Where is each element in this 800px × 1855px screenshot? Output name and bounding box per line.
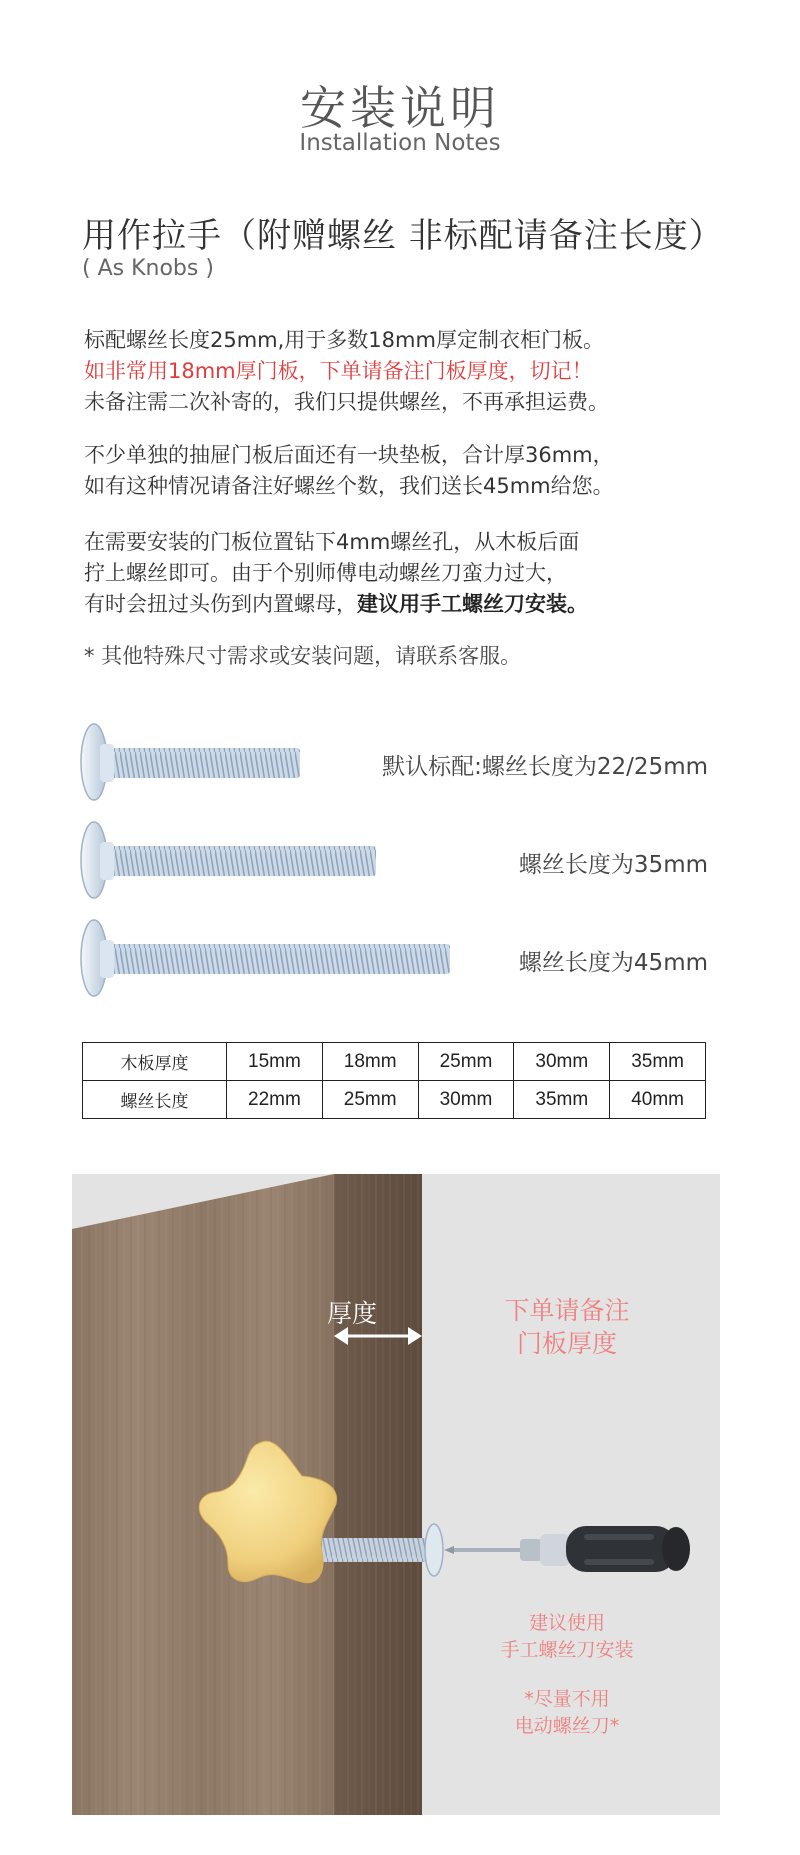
note-line: 手工螺丝刀安装	[500, 1639, 634, 1661]
table-cell: 30mm	[514, 1043, 610, 1081]
table-row	[83, 1043, 706, 1081]
electric-screwdriver-warning	[462, 1686, 672, 1740]
paragraph-line: 在需要安装的门板位置钻下4mm螺丝孔，从木板后面	[84, 530, 580, 554]
table-cell: 15mm	[227, 1043, 323, 1081]
screwdriver-tip	[462, 1610, 672, 1664]
recommendation-text: 建议用手工螺丝刀安装。	[357, 592, 588, 616]
paragraph-line: 拧上螺丝即可。由于个别师傅电动螺丝刀蛮力过大，	[84, 561, 567, 585]
note-line: *尽量不用	[524, 1688, 610, 1710]
screw-row-45mm	[80, 918, 720, 998]
table-cell: 40mm	[610, 1081, 706, 1119]
table-row-header: 木板厚度	[83, 1043, 227, 1081]
note-line: 电动螺丝刀*	[514, 1715, 620, 1737]
paragraph-line: 不少单独的抽屉门板后面还有一块垫板，合计厚36mm，	[84, 443, 614, 467]
note-line: 建议使用	[528, 1612, 605, 1634]
section-title: 用作拉手（附赠螺丝 非标配请备注长度）	[82, 216, 724, 256]
thickness-label: 厚度	[326, 1299, 377, 1328]
table-cell: 18mm	[322, 1043, 418, 1081]
screw-label: 螺丝长度为45mm	[518, 950, 708, 976]
screw-25mm-image	[80, 722, 320, 802]
screw-label: 默认标配:螺丝长度为22/25mm	[382, 754, 708, 780]
section-subtitle: ( As Knobs )	[82, 256, 214, 281]
screw-45mm-image	[80, 918, 470, 998]
table-cell: 35mm	[610, 1043, 706, 1081]
spec-table	[82, 1042, 706, 1119]
screw-row-25mm	[80, 722, 720, 802]
paragraph-line: 未备注需二次补寄的，我们只提供螺丝，不再承担运费。	[84, 390, 609, 414]
screw-35mm-image	[80, 820, 400, 900]
screw-row-35mm	[80, 820, 720, 900]
paragraph-backing-board	[84, 440, 614, 502]
warning-line: 如非常用18mm厚门板，下单请备注门板厚度，切记！	[84, 359, 593, 383]
paragraph-install-method	[84, 527, 588, 620]
table-cell: 25mm	[418, 1043, 514, 1081]
installation-illustration	[72, 1174, 720, 1815]
thickness-note	[462, 1294, 672, 1360]
table-cell: 30mm	[418, 1081, 514, 1119]
table-row	[83, 1081, 706, 1119]
table-cell: 22mm	[227, 1081, 323, 1119]
page-title: 安装说明	[300, 81, 500, 135]
paragraph-line	[84, 589, 588, 620]
screw-label: 螺丝长度为35mm	[518, 852, 708, 878]
note-line: 下单请备注	[504, 1296, 630, 1325]
paragraph-text: 有时会扭过头伤到内置螺母，	[84, 592, 357, 616]
table-cell: 25mm	[322, 1081, 418, 1119]
page-subtitle: Installation Notes	[299, 130, 501, 156]
table-row-header: 螺丝长度	[83, 1081, 227, 1119]
paragraph-line: 标配螺丝长度25mm,用于多数18mm厚定制衣柜门板。	[84, 328, 604, 352]
contact-note: * 其他特殊尺寸需求或安装问题，请联系客服。	[84, 644, 522, 668]
note-line: 门板厚度	[516, 1329, 617, 1358]
paragraph-line: 如有这种情况请备注好螺丝个数，我们送长45mm给您。	[84, 474, 614, 498]
table-cell: 35mm	[514, 1081, 610, 1119]
paragraph-standard-screw	[84, 325, 609, 418]
